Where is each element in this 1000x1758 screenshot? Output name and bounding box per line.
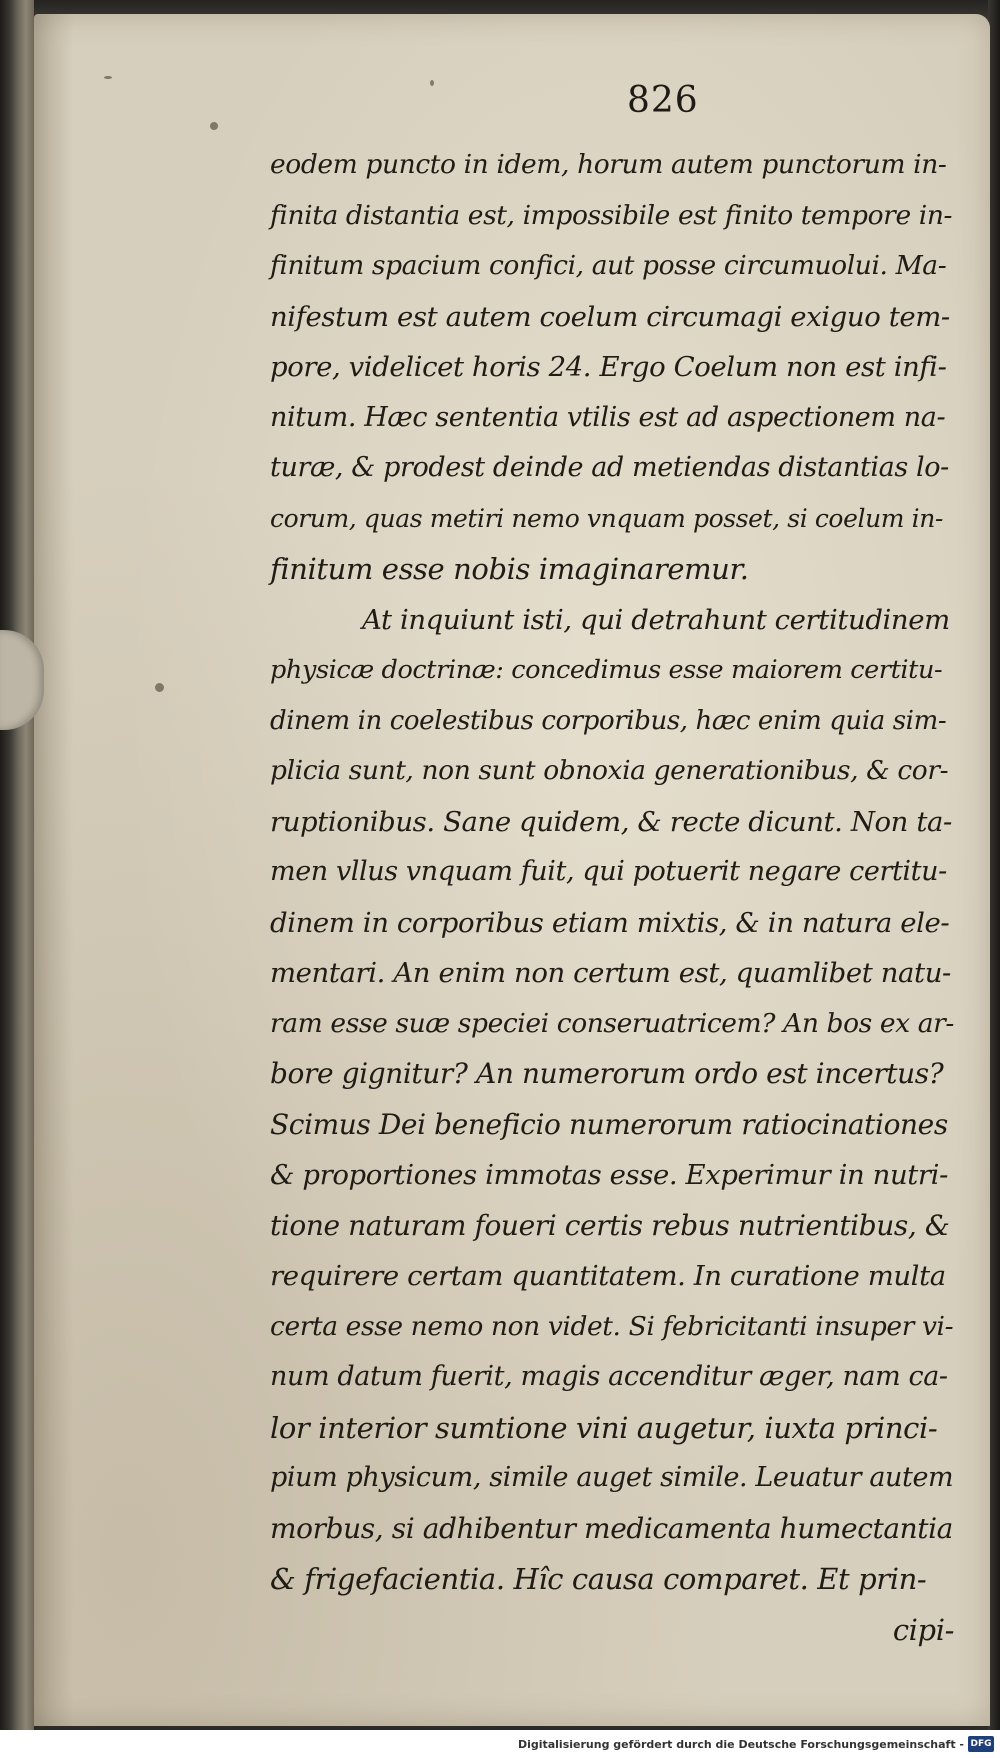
text-line: & frigefacientia. Hîc causa comparet. Et prin-: [270, 1562, 927, 1596]
text-line: ram esse suæ speciei conseruatricem? An bos ex ar-: [270, 1007, 954, 1039]
text-line: finitum spacium confici, aut posse circumuolui. Ma-: [270, 250, 947, 281]
page-speck: [104, 76, 112, 79]
text-line: morbus, si adhibentur medicamenta humectantia: [270, 1511, 953, 1545]
text-line: bore gignitur? An numerorum ordo est incertus?: [270, 1057, 944, 1090]
dfg-logo-icon: DFG: [968, 1736, 994, 1752]
text-line: requirere certam quantitatem. In curatione multa: [270, 1260, 946, 1292]
text-line: dinem in corporibus etiam mixtis, & in natura ele-: [270, 906, 950, 939]
catchword: cipi-: [892, 1612, 954, 1647]
text-line: men vllus vnquam fuit, qui potuerit negare certitu-: [270, 856, 947, 887]
text-line: dinem in coelestibus corporibus, hæc enim quia sim-: [270, 705, 947, 736]
text-line: nifestum est autem coelum circumagi exiguo tem-: [270, 300, 950, 333]
page-speck: [210, 122, 218, 130]
text-line: mentari. An enim non certum est, quamlibet natu-: [270, 957, 951, 989]
text-line: pium physicum, simile auget simile. Leuatur autem: [270, 1462, 954, 1493]
text-line: finita distantia est, impossibile est finito tempore in-: [270, 199, 953, 231]
text-line: Scimus Dei beneficio numerorum ratiocinationes: [270, 1107, 948, 1141]
text-line: ruptionibus. Sane quidem, & recte dicunt. Non ta-: [270, 805, 952, 838]
text-line: num datum fuerit, magis accenditur æger, nam ca-: [270, 1361, 948, 1392]
text-line: pore, videlicet horis 24. Ergo Coelum non est infi-: [270, 351, 947, 383]
text-line: finitum esse nobis imaginaremur.: [270, 552, 749, 586]
page-number: 826: [627, 80, 699, 121]
book-spine-edge: [0, 0, 34, 1730]
text-line: plicia sunt, non sunt obnoxia generationibus, & cor-: [270, 755, 949, 786]
page-speck: [155, 683, 164, 692]
text-line: physicæ doctrinæ: concedimus esse maiorem certitu-: [270, 655, 943, 685]
page-speck: [430, 80, 434, 86]
text-column: [270, 140, 960, 1655]
text-line: lor interior sumtione vini augetur, iuxta princi-: [270, 1410, 938, 1445]
text-line: At inquiunt isti, qui detrahunt certitudinem: [362, 603, 950, 636]
text-line: certa esse nemo non videt. Si febricitanti insuper vi-: [270, 1310, 954, 1342]
text-line: eodem puncto in idem, horum autem punctorum in-: [270, 149, 947, 180]
text-line: & proportiones immotas esse. Experimur in nutri-: [270, 1159, 948, 1191]
digitization-credit: Digitalisierung gefördert durch die Deutsche Forschungsgemeinschaft -: [517, 1738, 964, 1751]
text-line: nitum. Hæc sententia vtilis est ad aspectionem na-: [270, 401, 946, 433]
text-line: corum, quas metiri nemo vnquam posset, si coelum in-: [270, 503, 943, 533]
text-line: turæ, & prodest deinde ad metiendas distantias lo-: [270, 452, 949, 483]
text-line: tione naturam foueri certis rebus nutrientibus, &: [270, 1208, 950, 1242]
